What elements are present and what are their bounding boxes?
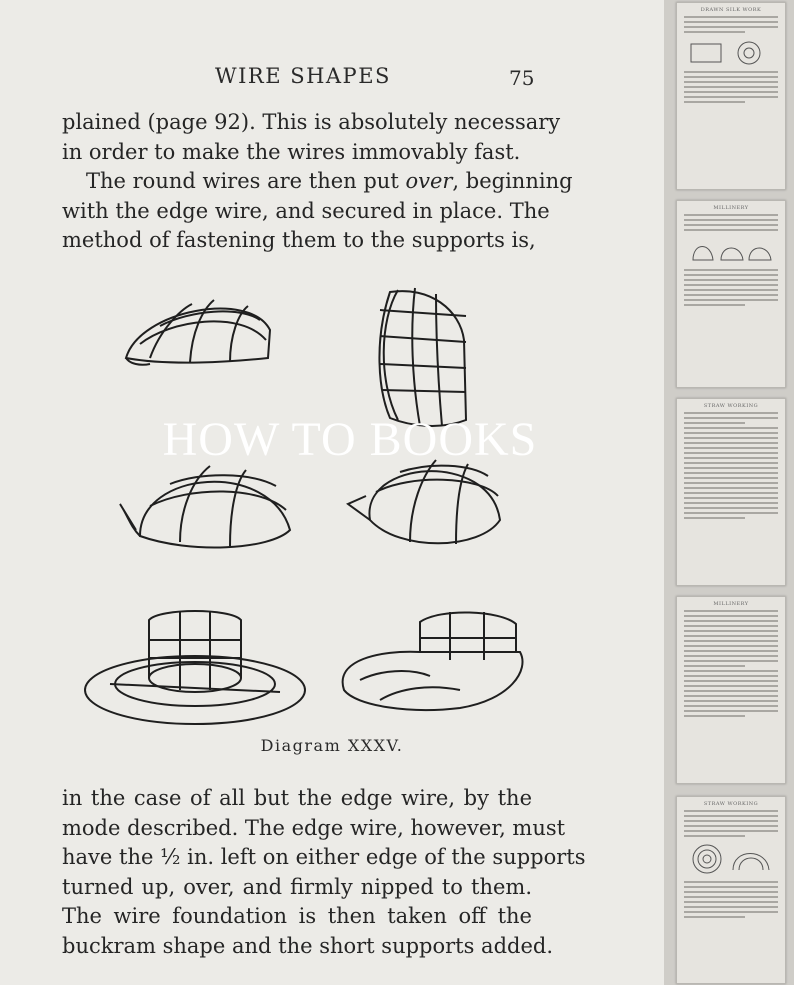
page-thumbnail-strip bbox=[664, 0, 794, 985]
emphasized-word: over bbox=[405, 169, 453, 193]
text-line: method of fastening them to the supports is, bbox=[62, 228, 536, 252]
paragraph-3 bbox=[62, 784, 586, 961]
text-line: The wire foundation is then taken off the bbox=[62, 904, 532, 928]
thumbnail-figure bbox=[687, 38, 775, 66]
diagram-caption: Diagram XXXV. bbox=[260, 736, 404, 755]
text-line-emph: The round wires are then put over, beginning bbox=[86, 169, 573, 193]
running-title: WIRE SHAPES bbox=[215, 64, 391, 88]
thumbnail-page[interactable] bbox=[676, 796, 786, 984]
paragraph-2 bbox=[62, 167, 573, 256]
text-line: in order to make the wires immovably fast. bbox=[62, 139, 521, 164]
thumbnail-heading: MILLINERY bbox=[713, 205, 749, 211]
page-number: 75 bbox=[509, 66, 535, 90]
wire-frame-dome-left bbox=[120, 466, 290, 547]
text-line: plained (page 92). This is absolutely necessary bbox=[62, 110, 561, 134]
thumbnail-heading: STRAW WORKING bbox=[703, 801, 759, 807]
thumbnail-heading: STRAW WORKING bbox=[703, 403, 759, 409]
thumbnail-heading: MILLINERY bbox=[713, 601, 749, 607]
text-line: have the ½ in. left on either edge of the supports bbox=[62, 845, 586, 869]
wire-frame-bonnet bbox=[379, 288, 466, 426]
wire-frame-brimmed-hat-cut bbox=[343, 612, 523, 710]
thumbnail-page[interactable] bbox=[676, 596, 786, 784]
thumbnail-figure bbox=[687, 236, 775, 264]
wire-frame-dome-right bbox=[348, 460, 500, 544]
text-line: mode described. The edge wire, however, must bbox=[62, 815, 566, 840]
thumbnail-heading: DRAWN SILK WORK bbox=[700, 7, 762, 13]
hat-frame-diagram bbox=[80, 280, 560, 760]
watermark: HOW TO BOOKS bbox=[162, 413, 538, 466]
wire-frame-brimmed-hat bbox=[85, 611, 305, 724]
text-line: buckram shape and the short supports added. bbox=[62, 933, 554, 958]
paragraph-1 bbox=[62, 108, 561, 167]
text-line: with the edge wire, and secured in place. The bbox=[62, 198, 550, 223]
thumbnail-figure bbox=[687, 842, 775, 876]
text-line: turned up, over, and firmly nipped to them. bbox=[62, 874, 532, 899]
thumbnail-page[interactable] bbox=[676, 2, 786, 190]
thumbnail-page[interactable] bbox=[676, 398, 786, 586]
running-header bbox=[0, 64, 664, 94]
wire-frame-toque bbox=[126, 300, 270, 365]
text-line: in the case of all but the edge wire, by the bbox=[62, 786, 532, 810]
thumbnail-page[interactable] bbox=[676, 200, 786, 388]
